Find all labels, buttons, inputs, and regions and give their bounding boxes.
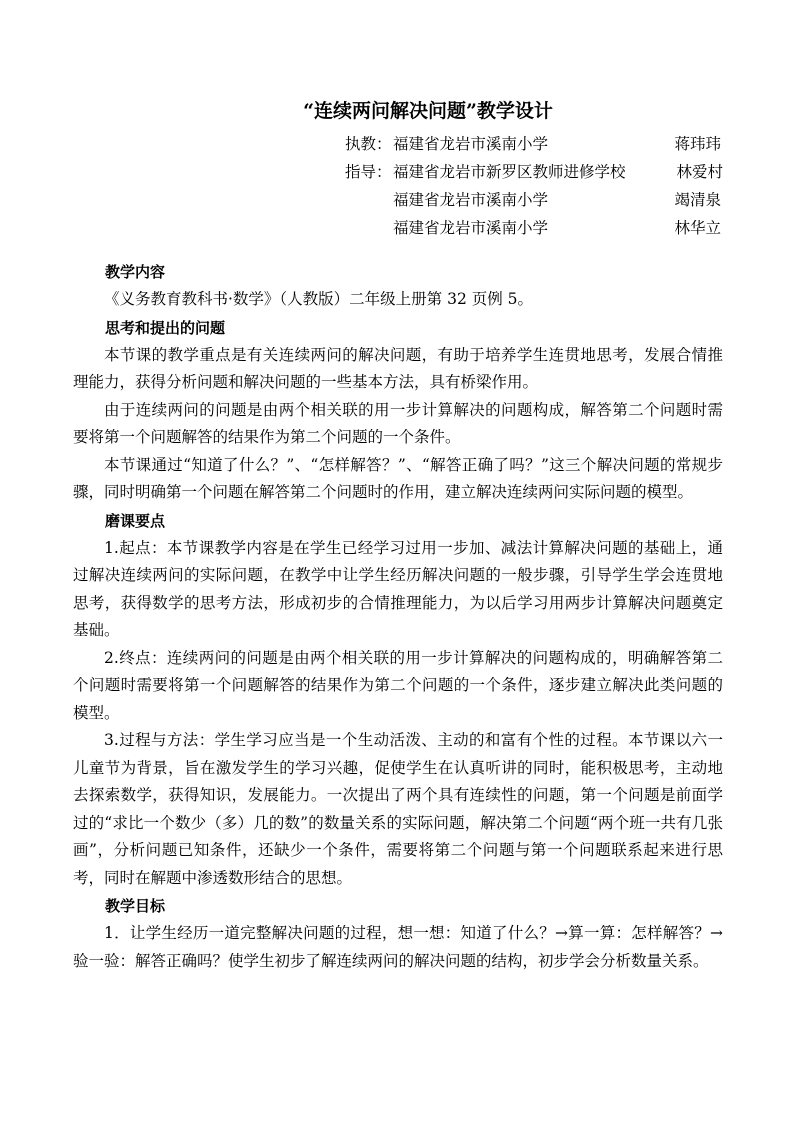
section-paragraph: 3.过程与方法：学生学习应当是一个生动活泼、主动的和富有个性的过程。本节课以六一儿童节为背景，旨在激发学生的学习兴趣，促使学生在认真听讲的同时，能积极思考，主动地去探索数学，获得知识，发展能力。一次提出了两个具有连续性的问题，第一个问题是前面学过的“求比一个数少（多）几的数”的数量关系的实际问题，解决第二个问题“两个班一共有几张画”，分析问题已知条件，还缺少一个条件，需要将第二个问题与第一个问题联系起来进行思考，同时在解题中渗透数形结合的思想。 <box>73 731 723 887</box>
credit-role: 执教： <box>345 135 392 153</box>
section-paragraph: 1．让学生经历一道完整解决问题的过程，想一想：知道了什么？→算一算：怎样解答？→验一验：解答正确吗？使学生初步了解连续两问的解决问题的结构，初步学会分析数量关系。 <box>73 924 723 970</box>
credit-row-lecturer <box>73 130 723 158</box>
section-paragraph: 本节课通过“知道了什么？”、“怎样解答？”、“解答正确了吗？”这三个解决问题的常规步骤，同时明确第一个问题在解答第二个问题时的作用，建立解决连续两问实际问题的模型。 <box>73 455 723 501</box>
section-heading: 教学目标 <box>105 897 166 915</box>
document-title: “连续两问解决问题”教学设计 <box>303 100 553 122</box>
section-heading: 磨课要点 <box>105 511 166 530</box>
section-paragraph: 由于连续两问的问题是由两个相关联的用一步计算解决的问题构成，解答第二个问题时需要将第一个问题解答的结果作为第二个问题的一个条件。 <box>73 400 723 446</box>
credit-person: 蒋玮玮 <box>674 135 721 153</box>
credit-row-advisor-3 <box>73 214 723 242</box>
credit-row-advisor-1 <box>73 158 723 186</box>
credits-block <box>73 130 723 258</box>
section-objectives <box>73 892 723 975</box>
credit-person: 竭清泉 <box>674 191 721 209</box>
credit-org: 福建省龙岩市溪南小学 <box>393 219 549 237</box>
section-key-points <box>73 507 723 893</box>
credit-row-advisor-2 <box>73 186 723 214</box>
credit-org: 福建省龙岩市新罗区教师进修学校 <box>393 163 626 181</box>
document-page <box>73 96 723 975</box>
section-heading: 思考和提出的问题 <box>105 318 226 337</box>
credit-person: 林爱村 <box>676 163 723 181</box>
credit-role: 指导： <box>345 163 392 181</box>
credit-org: 福建省龙岩市溪南小学 <box>393 191 549 209</box>
credit-org: 福建省龙岩市溪南小学 <box>393 135 549 153</box>
section-paragraph: 1.起点：本节课教学内容是在学生已经学习过用一步加、减法计算解决问题的基础上，通过解决连续两问的实际问题，在教学中让学生经历解决问题的一般步骤，引导学生学会连贯地思考，获得数学的思考方法，形成初步的合情推理能力，为以后学习用两步计算解决问题奠定基础。 <box>73 538 723 639</box>
section-paragraph: 《义务教育教科书·数学》（人教版）二年级上册第 32 页例 5。 <box>104 290 534 308</box>
section-questions <box>73 314 723 507</box>
section-paragraph: 2.终点：连续两问的问题是由两个相关联的用一步计算解决的问题构成的，明确解答第二个问题时需要将第一个问题解答的结果作为第二个问题的一个条件，逐步建立解决此类问题的模型。 <box>73 648 723 722</box>
section-paragraph: 本节课的教学重点是有关连续两问的解决问题，有助于培养学生连贯地思考，发展合情推理能力，获得分析问题和解决问题的一些基本方法，具有桥梁作用。 <box>73 345 723 391</box>
credit-person: 林华立 <box>674 219 721 237</box>
section-heading: 教学内容 <box>105 263 166 281</box>
section-teaching-content <box>73 258 723 314</box>
